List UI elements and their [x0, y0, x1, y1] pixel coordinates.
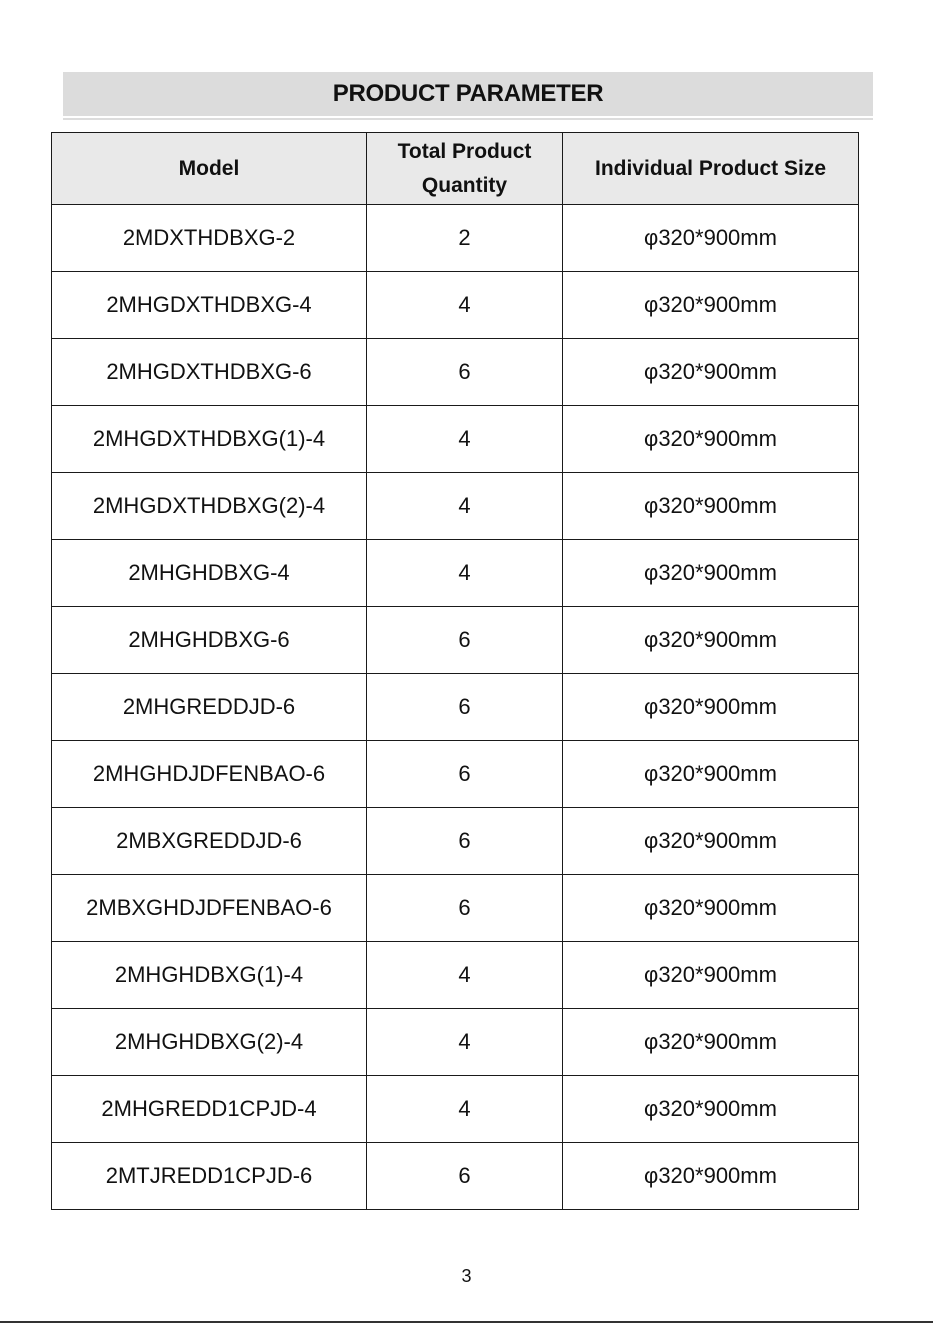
table-row: [52, 808, 859, 875]
cell-quantity: 6: [367, 339, 563, 406]
header-quantity-line2: Quantity: [421, 173, 508, 197]
cell-model: 2MHGHDBXG-4: [52, 540, 367, 607]
cell-model: 2MHGDXTHDBXG-4: [52, 272, 367, 339]
cell-model: 2MHGHDJDFENBAO-6: [52, 741, 367, 808]
cell-model: 2MHGHDBXG(2)-4: [52, 1009, 367, 1076]
table-row: [52, 1143, 859, 1210]
page-number: 3: [461, 1266, 472, 1286]
cell-size: φ320*900mm: [563, 741, 859, 808]
cell-quantity: 6: [367, 607, 563, 674]
cell-model: 2MDXTHDBXG-2: [52, 205, 367, 272]
cell-quantity: 6: [367, 741, 563, 808]
cell-quantity: 4: [367, 272, 563, 339]
cell-size: φ320*900mm: [563, 808, 859, 875]
cell-model: 2MTJREDD1CPJD-6: [52, 1143, 367, 1210]
table-row: [52, 741, 859, 808]
table-row: [52, 1076, 859, 1143]
cell-model: 2MHGDXTHDBXG(2)-4: [52, 473, 367, 540]
cell-quantity: 6: [367, 808, 563, 875]
table-row: [52, 205, 859, 272]
table-row: [52, 406, 859, 473]
table-row: [52, 540, 859, 607]
table-row: [52, 875, 859, 942]
cell-size: φ320*900mm: [563, 473, 859, 540]
cell-quantity: 6: [367, 674, 563, 741]
cell-quantity: 2: [367, 205, 563, 272]
cell-size: φ320*900mm: [563, 1076, 859, 1143]
table-row: [52, 1009, 859, 1076]
cell-quantity: 4: [367, 406, 563, 473]
cell-quantity: 6: [367, 875, 563, 942]
cell-model: 2MHGHDBXG(1)-4: [52, 942, 367, 1009]
table-row: [52, 473, 859, 540]
cell-size: φ320*900mm: [563, 406, 859, 473]
cell-size: φ320*900mm: [563, 272, 859, 339]
bottom-divider: [0, 1321, 933, 1323]
cell-model: 2MHGDXTHDBXG(1)-4: [52, 406, 367, 473]
cell-quantity: 4: [367, 473, 563, 540]
product-parameter-table: [51, 132, 859, 1210]
cell-size: φ320*900mm: [563, 205, 859, 272]
cell-model: 2MHGHDBXG-6: [52, 607, 367, 674]
table-row: [52, 607, 859, 674]
header-quantity-line1: Total Product: [397, 139, 532, 163]
cell-size: φ320*900mm: [563, 875, 859, 942]
table-row: [52, 942, 859, 1009]
cell-size: φ320*900mm: [563, 674, 859, 741]
cell-model: 2MBXGHDJDFENBAO-6: [52, 875, 367, 942]
cell-model: 2MBXGREDDJD-6: [52, 808, 367, 875]
table-row: [52, 674, 859, 741]
cell-model: 2MHGREDD1CPJD-4: [52, 1076, 367, 1143]
title-divider: [63, 118, 873, 120]
cell-size: φ320*900mm: [563, 1143, 859, 1210]
page-title: PRODUCT PARAMETER: [63, 72, 873, 116]
header-quantity: [367, 133, 563, 205]
table-row: [52, 272, 859, 339]
cell-quantity: 4: [367, 942, 563, 1009]
cell-quantity: 6: [367, 1143, 563, 1210]
cell-size: φ320*900mm: [563, 607, 859, 674]
cell-quantity: 4: [367, 540, 563, 607]
cell-size: φ320*900mm: [563, 942, 859, 1009]
cell-size: φ320*900mm: [563, 1009, 859, 1076]
cell-model: 2MHGDXTHDBXG-6: [52, 339, 367, 406]
table-row: [52, 339, 859, 406]
header-size: Individual Product Size: [563, 133, 859, 205]
cell-quantity: 4: [367, 1076, 563, 1143]
cell-size: φ320*900mm: [563, 339, 859, 406]
cell-quantity: 4: [367, 1009, 563, 1076]
cell-model: 2MHGREDDJD-6: [52, 674, 367, 741]
table-header-row: [52, 133, 859, 205]
cell-size: φ320*900mm: [563, 540, 859, 607]
header-model: Model: [52, 133, 367, 205]
